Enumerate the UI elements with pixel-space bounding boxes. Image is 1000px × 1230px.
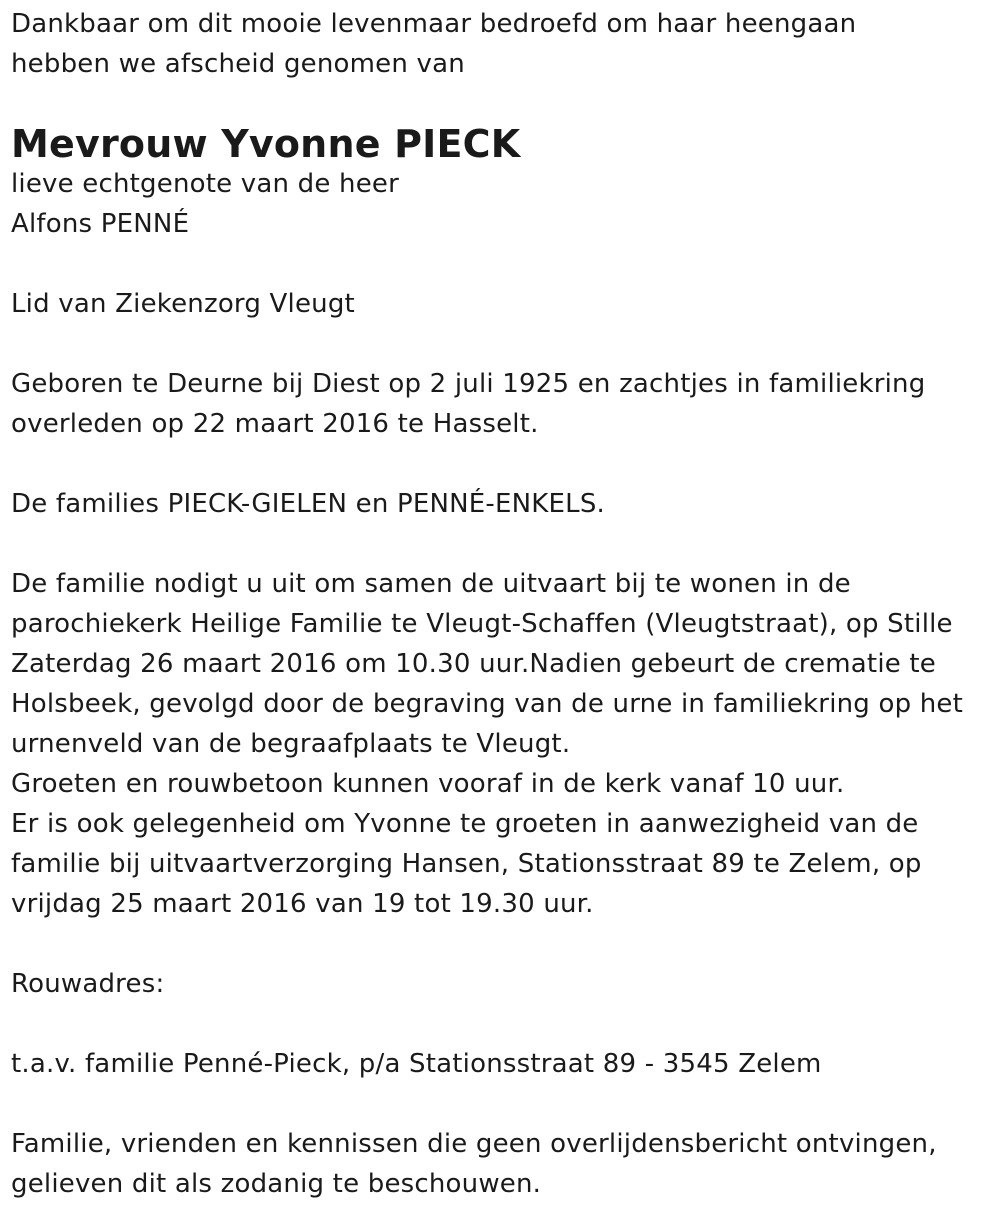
intro-text: Dankbaar om dit mooie levenmaar bedroefd om haar heengaan hebben we afscheid genomen van xyxy=(11,9,857,79)
deceased-name: Mevrouw Yvonne PIECK xyxy=(11,122,521,166)
spacer xyxy=(11,324,986,364)
membership-text: Lid van Ziekenzorg Vleugt xyxy=(11,289,355,319)
spacer xyxy=(11,924,986,964)
spacer xyxy=(11,1004,986,1044)
spacer xyxy=(11,84,986,124)
funeral-text: De familie nodigt u uit om samen de uitvaart bij te wonen in de parochiekerk Heilige Familie te Vleugt-Schaffen (Vleugtstraat), op Stille Zaterdag 26 maart 2016 om 10.30 uur.Nadien gebeurt de crematie te Holsbeek, gevolgd door de begraving van de urne in familiekring op het urnenveld van de begraafplaats te Vleugt. Groeten en rouwbetoon kunnen vooraf in de kerk vanaf 10 uur. Er is ook gelegenheid om Yvonne te groeten in aanwezigheid van de familie bij uitvaartverzorging Hansen, Stationsstraat 89 te Zelem, op vrijdag 25 maart 2016 van 19 tot 19.30 uur. xyxy=(11,569,964,919)
spacer xyxy=(11,524,986,564)
death-notice xyxy=(11,4,986,1204)
spouse-text: lieve echtgenote van de heer Alfons PENNÉ xyxy=(11,169,399,239)
families-text: De families PIECK-GIELEN en PENNÉ-ENKELS. xyxy=(11,489,605,519)
address-text: t.a.v. familie Penné-Pieck, p/a Stationsstraat 89 - 3545 Zelem xyxy=(11,1049,822,1079)
birth-death-text: Geboren te Deurne bij Diest op 2 juli 1925 en zachtjes in familiekring overleden op 22 maart 2016 te Hasselt. xyxy=(11,369,926,439)
spacer xyxy=(11,444,986,484)
address-label: Rouwadres: xyxy=(11,969,165,999)
spacer xyxy=(11,244,986,284)
spacer xyxy=(11,1084,986,1124)
closing-text: Familie, vrienden en kennissen die geen overlijdensbericht ontvingen, gelieven dit als zodanig te beschouwen. xyxy=(11,1129,937,1199)
